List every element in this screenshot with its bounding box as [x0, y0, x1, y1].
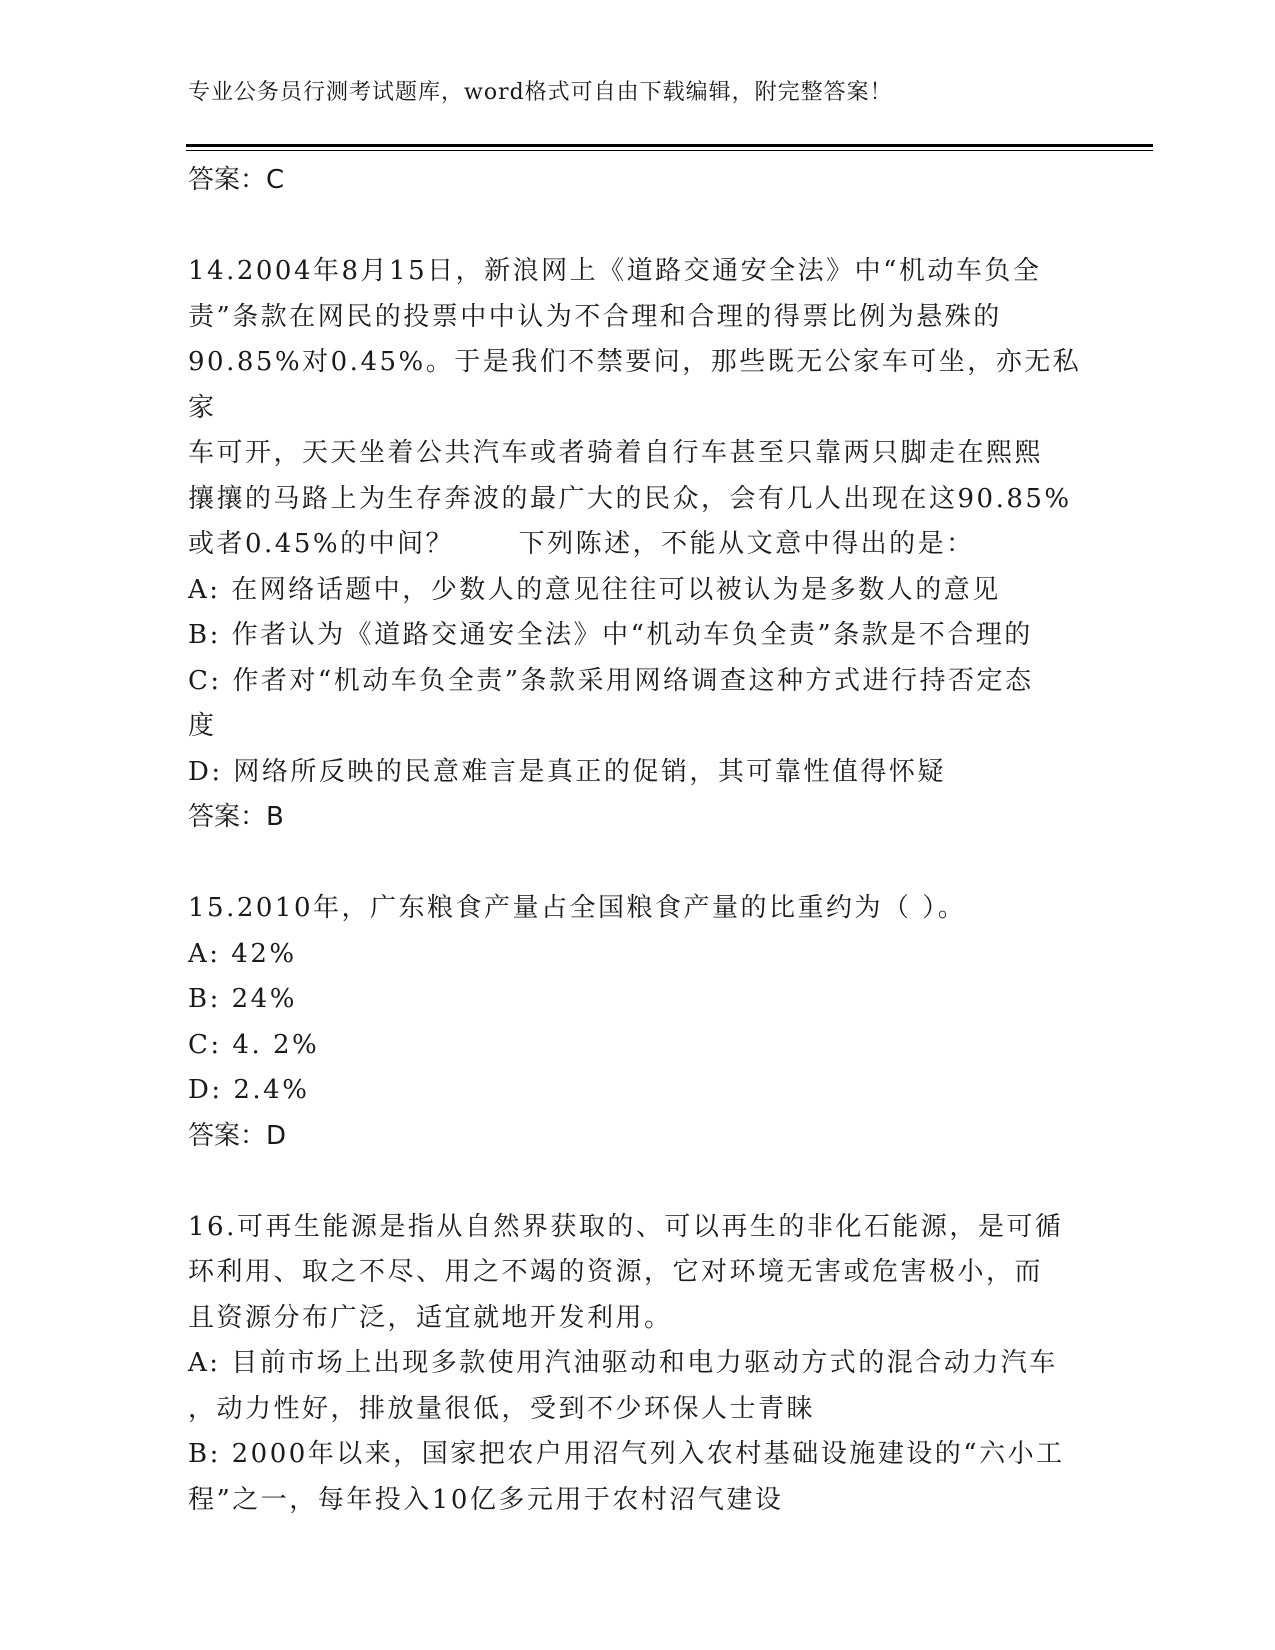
option-d: D: 2.4%	[188, 1075, 310, 1105]
option-c: C: 4. 2%	[188, 1029, 320, 1060]
option-c-continued: 度	[188, 711, 217, 741]
option-a: A: 在网络话题中，少数人的意见往往可以被认为是多数人的意见	[188, 574, 1001, 605]
spacer	[188, 203, 1088, 249]
question-stem-line: 90.85%对0.45%。于是我们不禁要问，那些既无公家车可坐，亦无私家	[188, 347, 1082, 423]
question-16	[188, 1205, 1088, 1524]
spacer	[188, 1159, 1088, 1205]
header-rule-thick	[186, 144, 1153, 147]
question-stem-line: 15.2010年，广东粮食产量占全国粮食产量的比重约为（ ）。	[188, 893, 967, 923]
page-header-note: 专业公务员行测考试题库，word格式可自由下载编辑，附完整答案！	[188, 80, 893, 105]
question-stem-line: 16.可再生能源是指从自然界获取的、可以再生的非化石能源，是可循	[188, 1211, 1064, 1242]
header-rule-thin	[186, 150, 1153, 151]
question-stem-line: 责”条款在网民的投票中中认为不合理和合理的得票比例为悬殊的	[188, 301, 1002, 332]
question-stem-line: 14.2004年8月15日，新浪网上《道路交通安全法》中“机动车负全	[188, 256, 1042, 286]
option-a-continued: ，动力性好，排放量很低，受到不少环保人士青睐	[188, 1393, 816, 1424]
question-15	[188, 886, 1088, 1159]
option-c: C: 作者对“机动车负全责”条款采用网络调查这种方式进行持否定态	[188, 665, 1034, 696]
option-d: D: 网络所反映的民意难言是真正的促销，其可靠性值得怀疑	[188, 756, 946, 787]
answer-14: 答案：B	[188, 802, 284, 832]
question-stem-line: 且资源分布广泛，适宜就地开发利用。	[188, 1302, 673, 1333]
question-stem-line: 攘攘的马路上为生存奔波的最广大的民众，会有几人出现在这90.85%	[188, 483, 1072, 514]
option-a: A: 目前市场上出现多款使用汽油驱动和电力驱动方式的混合动力汽车	[188, 1348, 1058, 1378]
previous-answer: 答案：C	[188, 165, 285, 195]
option-b: B: 2000年以来，国家把农户用沼气列入农村基础设施建设的“六小工	[188, 1439, 1065, 1469]
question-stem-line: 环利用、取之不尽、用之不竭的资源，它对环境无害或危害极小，而	[188, 1257, 1044, 1287]
question-stem-line: 车可开，天天坐着公共汽车或者骑着自行车甚至只靠两只脚走在熙熙	[188, 438, 1044, 468]
option-b: B: 24%	[188, 984, 297, 1014]
answer-15: 答案：D	[188, 1120, 287, 1151]
question-14	[188, 249, 1088, 840]
option-a: A: 42%	[188, 938, 297, 969]
option-b: B: 作者认为《道路交通安全法》中“机动车负全责”条款是不合理的	[188, 620, 1033, 650]
question-content	[188, 158, 1088, 1523]
question-stem-line: 或者0.45%的中间？ 下列陈述，不能从文意中得出的是：	[188, 529, 975, 559]
option-b-continued: 程”之一，每年投入10亿多元用于农村沼气建设	[188, 1484, 784, 1515]
spacer	[188, 840, 1088, 886]
